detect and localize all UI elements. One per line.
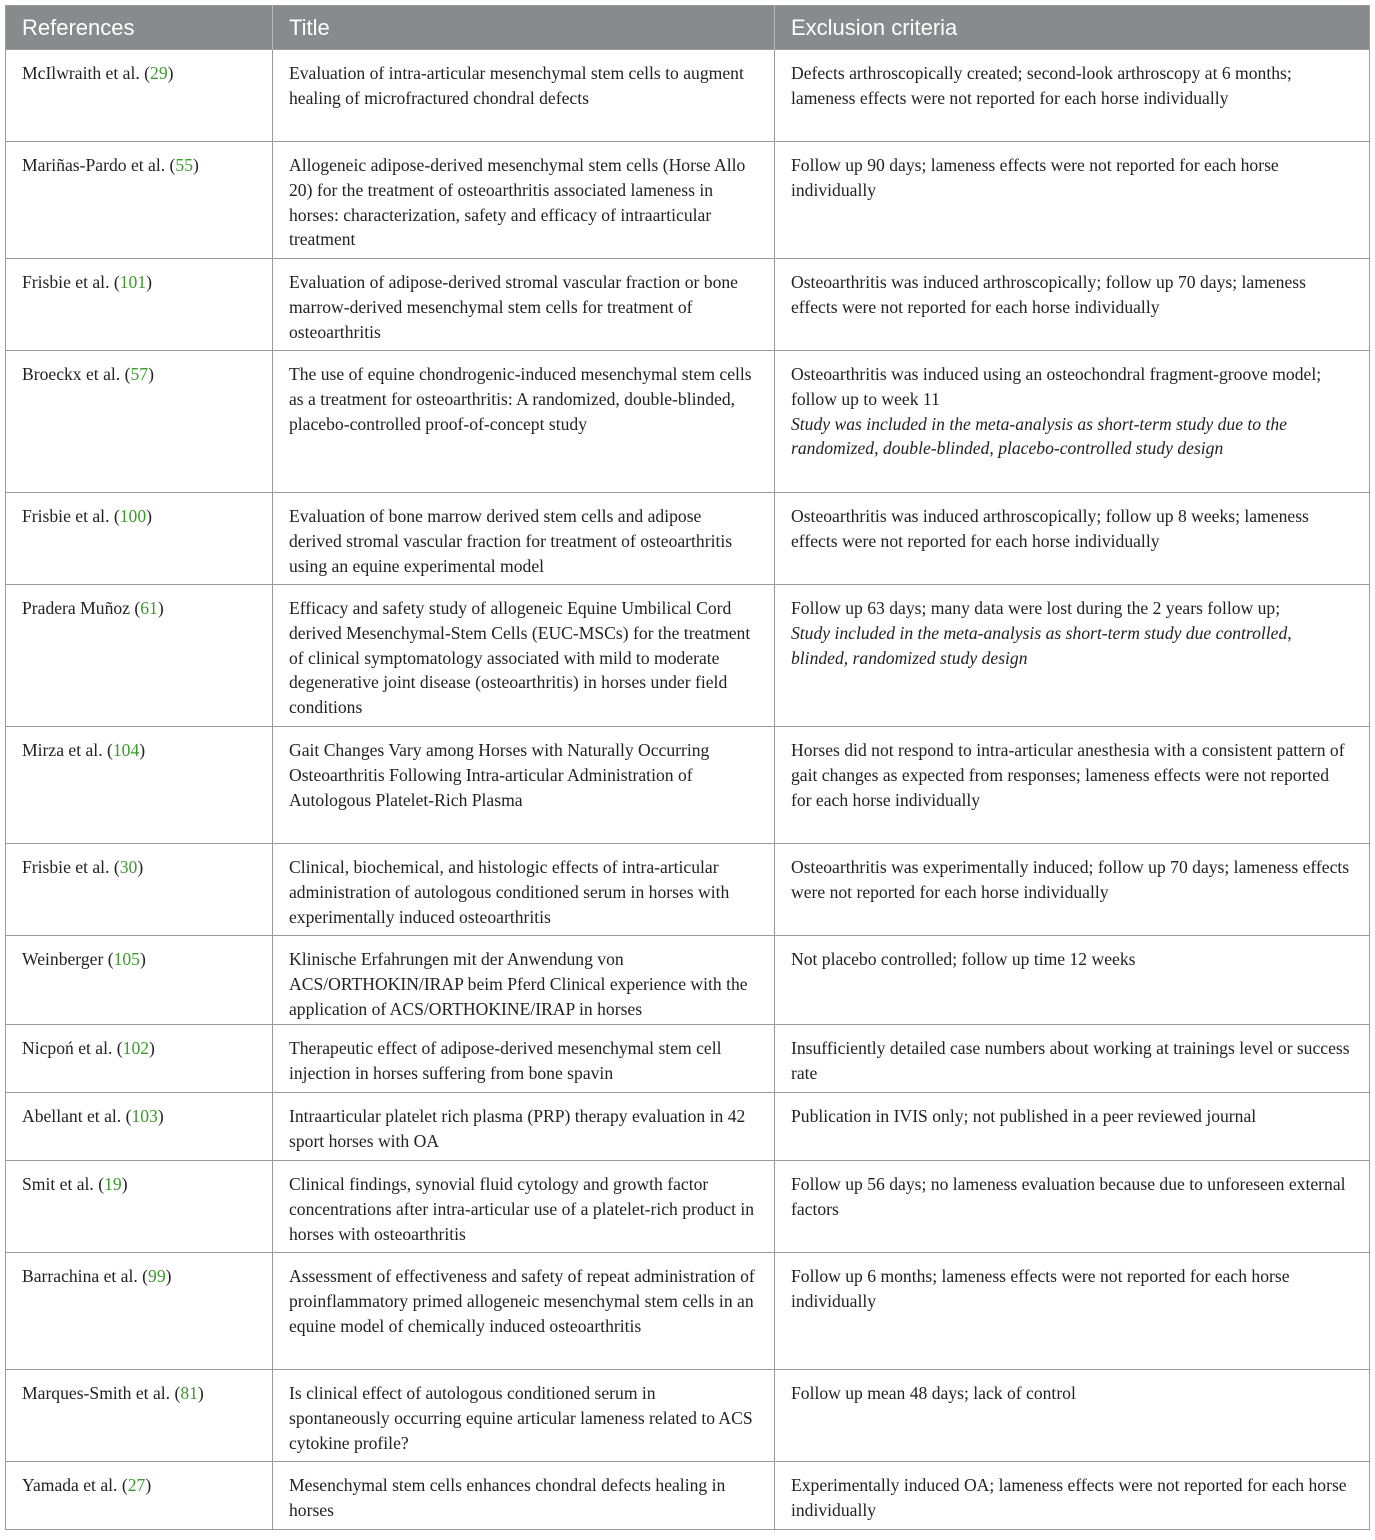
exclusion-cell [775,1253,1370,1370]
paren-close: ) [149,1038,155,1059]
table-body [6,50,1370,1530]
header-title: Title [273,6,775,50]
paren-open: ( [170,1383,181,1404]
table-row [6,1462,1370,1530]
table-row [6,585,1370,727]
paren-close: ) [148,364,154,384]
title-cell: Evaluation of intra-articular mesenchymal stem cells to augment healing of microfractured chondral defects [273,50,775,142]
exclusion-cell [775,1161,1370,1253]
title-cell: Assessment of effectiveness and safety of repeat administration of proinflammatory primed allogeneic mesenchymal stem cells in an equine model of chemically induced osteoarthritis [273,1253,775,1370]
paren-close: ) [193,155,199,175]
paren-open: ( [109,272,120,292]
reference-cell [6,1253,273,1370]
table-row [6,493,1370,585]
header-row [6,6,1370,50]
exclusion-text: Horses did not respond to intra-articular anesthesia with a consistent pattern of gait changes as expected from responses; lameness effects were not reported for each horse individually [791,740,1345,810]
paren-open: ( [139,63,151,83]
exclusion-text: Publication in IVIS only; not published in a peer reviewed journal [791,1106,1257,1127]
reference-author: Weinberger [22,949,104,969]
exclusion-text: Osteoarthritis was induced arthroscopically; follow up 70 days; lameness effects were not reported for each horse individually [791,272,1306,317]
table-row [6,844,1370,936]
citation-link[interactable]: 102 [122,1038,150,1059]
reference-author: Pradera Muñoz [22,598,130,618]
paren-open: ( [121,1106,132,1127]
exclusion-table [5,5,1370,1530]
exclusion-cell [775,142,1370,259]
paren-open: ( [103,949,114,969]
paren-open: ( [120,364,131,384]
citation-link[interactable]: 101 [119,272,147,292]
citation-link[interactable]: 55 [175,155,194,175]
table-row [6,1253,1370,1370]
citation-link[interactable]: 30 [119,857,138,877]
exclusion-text: Not placebo controlled; follow up time 12 weeks [791,949,1136,969]
paren-open: ( [112,1038,123,1059]
title-cell: Evaluation of adipose-derived stromal vascular fraction or bone marrow-derived mesenchymal stem cells for treatment of osteoarthritis [273,259,775,351]
exclusion-text: Defects arthroscopically created; second-look arthroscopy at 6 months; lameness effects were not reported for each horse individually [791,63,1292,108]
paren-close: ) [146,506,152,526]
citation-link[interactable]: 19 [104,1174,122,1195]
paren-open: ( [109,506,120,526]
exclusion-cell [775,1462,1370,1530]
exclusion-text: Follow up 90 days; lameness effects were not reported for each horse individually [791,155,1279,200]
citation-link[interactable]: 29 [150,63,168,83]
paren-close: ) [121,1174,128,1195]
reference-cell [6,259,273,351]
title-cell: Therapeutic effect of adipose-derived mesenchymal stem cell injection in horses suffering from bone spavin [273,1025,775,1093]
title-cell: Mesenchymal stem cells enhances chondral defects healing in horses [273,1462,775,1530]
reference-cell [6,493,273,585]
exclusion-note: Study was included in the meta-analysis as short-term study due to the randomized, double-blinded, placebo-controlled study design [791,413,1287,459]
reference-author: Frisbie et al. [22,506,110,526]
table-row [6,1093,1370,1161]
exclusion-text: Osteoarthritis was experimentally induced; follow up 70 days; lameness effects were not reported for each horse individually [791,857,1350,902]
reference-cell [6,936,273,1025]
reference-author: Frisbie et al. [22,857,110,877]
exclusion-text: Follow up mean 48 days; lack of control [791,1383,1076,1404]
table-row [6,1025,1370,1093]
reference-author: Mirza et al. [22,740,103,760]
reference-cell [6,585,273,727]
exclusion-note: Study included in the meta-analysis as short-term study due controlled, blinded, randomized study design [791,622,1292,668]
title-cell: The use of equine chondrogenic-induced mesenchymal stem cells as a treatment for osteoarthritis: A randomized, double-blinded, placebo-controlled proof-of-concept study [273,351,775,493]
header-exclusion-criteria: Exclusion criteria [775,6,1370,50]
exclusion-text: Osteoarthritis was induced using an osteochondral fragment-groove model; follow up to week 11 [791,364,1322,409]
exclusion-text: Experimentally induced OA; lameness effects were not reported for each horse individually [791,1475,1347,1521]
header-references: References [22,14,135,40]
paren-open: ( [102,740,113,760]
exclusion-cell [775,259,1370,351]
exclusion-cell [775,1025,1370,1093]
table-row [6,936,1370,1025]
reference-cell [6,351,273,493]
citation-link[interactable]: 105 [113,949,140,969]
reference-author: Marques-Smith et al. [22,1383,171,1404]
citation-link[interactable]: 57 [130,364,149,384]
exclusion-cell [775,493,1370,585]
table-row [6,259,1370,351]
title-cell: Evaluation of bone marrow derived stem cells and adipose derived stromal vascular fraction for treatment of osteoarthritis using an equine experimental model [273,493,775,585]
paren-close: ) [157,1106,164,1127]
citation-link[interactable]: 61 [140,598,158,618]
paren-open: ( [117,1475,128,1496]
citation-link[interactable]: 81 [180,1383,198,1404]
table-row [6,1370,1370,1462]
title-cell: Gait Changes Vary among Horses with Naturally Occurring Osteoarthritis Following Intra-articular Administration of Autologous Platelet-Rich Plasma [273,727,775,844]
table-row [6,50,1370,142]
table-row [6,142,1370,259]
reference-cell [6,727,273,844]
paren-close: ) [165,1266,172,1287]
reference-author: Abellant et al. [22,1106,122,1127]
reference-author: Yamada et al. [22,1475,118,1496]
table-row [6,351,1370,493]
paren-open: ( [129,598,141,618]
paren-open: ( [109,857,120,877]
exclusion-cell [775,585,1370,727]
reference-author: Mariñas-Pardo et al. [22,155,166,175]
citation-link[interactable]: 104 [112,740,140,760]
reference-cell [6,142,273,259]
reference-cell [6,1093,273,1161]
reference-author: Barrachina et al. [22,1266,138,1287]
exclusion-cell [775,50,1370,142]
title-cell: Klinische Erfahrungen mit der Anwendung von ACS/ORTHOKIN/IRAP beim Pferd Clinical experience with the application of ACS/ORTHOKINE/IRAP in horses [273,936,775,1025]
title-cell: Intraarticular platelet rich plasma (PRP) therapy evaluation in 42 sport horses with OA [273,1093,775,1161]
paren-close: ) [157,598,164,618]
paren-close: ) [139,949,146,969]
citation-link[interactable]: 27 [127,1475,146,1496]
exclusion-cell [775,1093,1370,1161]
exclusion-text: Follow up 63 days; many data were lost during the 2 years follow up; [791,598,1281,618]
paren-close: ) [137,857,144,877]
exclusion-cell [775,1370,1370,1462]
citation-link[interactable]: 103 [131,1106,158,1127]
paren-open: ( [137,1266,149,1287]
reference-cell [6,1025,273,1093]
reference-author: McIlwraith et al. [22,63,140,83]
citation-link[interactable]: 99 [148,1266,166,1287]
reference-cell [6,50,273,142]
exclusion-text: Follow up 56 days; no lameness evaluation because due to unforeseen external factors [791,1174,1346,1220]
title-cell: Efficacy and safety study of allogeneic Equine Umbilical Cord derived Mesenchymal-Stem Cells (EUC-MSCs) for the treatment of clinical symptomatology associated with mild to moderate degenerative joint disease (osteoarthritis) in horses under field conditions [273,585,775,727]
reference-author: Broeckx et al. [22,364,121,384]
exclusion-text: Follow up 6 months; lameness effects were not reported for each horse individually [791,1266,1290,1312]
citation-link[interactable]: 100 [119,506,147,526]
title-cell: Clinical findings, synovial fluid cytology and growth factor concentrations after intra-articular use of a platelet-rich product in horses with osteoarthritis [273,1161,775,1253]
reference-author: Smit et al. [22,1174,94,1195]
exclusion-cell [775,844,1370,936]
paren-close: ) [146,272,152,292]
reference-author: Nicpoń et al. [22,1038,113,1059]
reference-author: Frisbie et al. [22,272,110,292]
exclusion-cell [775,936,1370,1025]
title-cell: Is clinical effect of autologous conditioned serum in spontaneously occurring equine articular lameness related to ACS cytokine profile? [273,1370,775,1462]
title-cell: Clinical, biochemical, and histologic effects of intra-articular administration of autologous conditioned serum in horses with experimentally induced osteoarthritis [273,844,775,936]
reference-cell [6,1462,273,1530]
paren-open: ( [93,1174,105,1195]
paren-close: ) [139,740,146,760]
paren-close: ) [167,63,174,83]
title-cell: Allogeneic adipose-derived mesenchymal stem cells (Horse Allo 20) for the treatment of osteoarthritis associated lameness in horses: characterization, safety and efficacy of intraarticular treatment [273,142,775,259]
paren-close: ) [145,1475,152,1496]
table-row [6,727,1370,844]
reference-cell [6,1161,273,1253]
table-row [6,1161,1370,1253]
exclusion-text: Insufficiently detailed case numbers about working at trainings level or success rate [791,1038,1350,1084]
paren-close: ) [197,1383,204,1404]
reference-cell [6,1370,273,1462]
reference-cell [6,844,273,936]
paren-open: ( [165,155,176,175]
exclusion-text: Osteoarthritis was induced arthroscopically; follow up 8 weeks; lameness effects were not reported for each horse individually [791,506,1309,551]
exclusion-cell [775,351,1370,493]
exclusion-cell [775,727,1370,844]
